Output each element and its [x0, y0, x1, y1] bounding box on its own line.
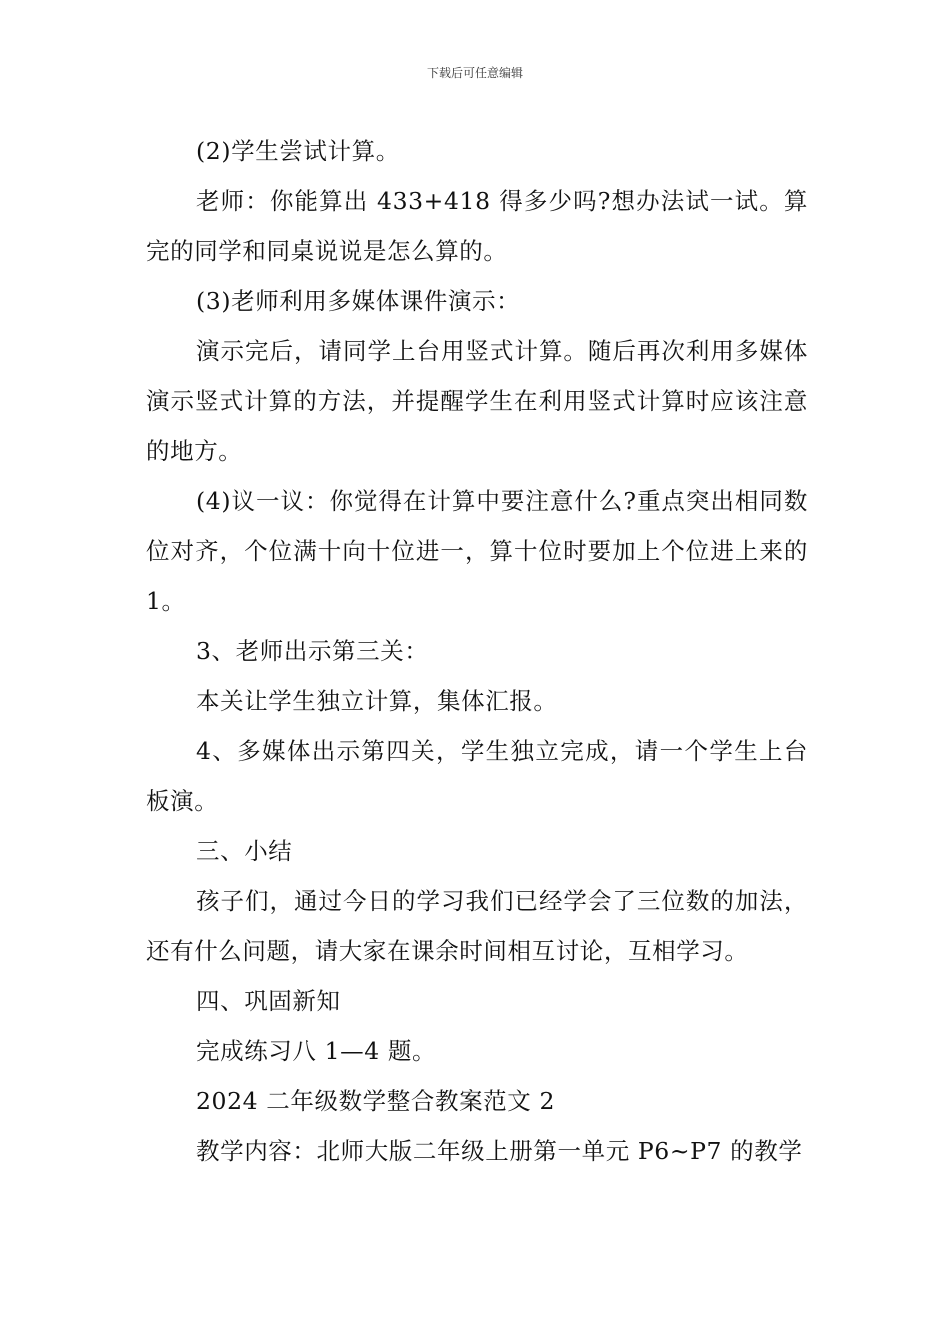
paragraph-3: (3)老师利用多媒体课件演示： [196, 287, 521, 315]
paragraph-12: 完成练习八 1—4 题。 [196, 1037, 437, 1065]
paragraph-7: 本关让学生独立计算，集体汇报。 [196, 687, 558, 715]
paragraph-6: 3、老师出示第三关： [196, 637, 429, 665]
section-heading-summary: 三、小结 [196, 837, 293, 865]
paragraph-1: (2)学生尝试计算。 [196, 137, 400, 165]
paragraph-14: 教学内容：北师大版二年级上册第一单元 P6~P7 的教学 [196, 1137, 803, 1165]
paragraph-5: (4)议一议：你觉得在计算中要注意什么?重点突出相同数位对齐，个位满十向十位进一，算十位时要加上个位进上来的 1。 [146, 487, 808, 615]
paragraph-8: 4、多媒体出示第四关，学生独立完成，请一个学生上台板演。 [146, 737, 808, 815]
section-heading-consolidate: 四、巩固新知 [196, 987, 341, 1015]
document-body [146, 126, 808, 1176]
paragraph-4: 演示完后，请同学上台用竖式计算。随后再次利用多媒体演示竖式计算的方法，并提醒学生在利用竖式计算时应该注意的地方。 [146, 337, 808, 465]
paragraph-10: 孩子们，通过今日的学习我们已经学会了三位数的加法，还有什么问题，请大家在课余时间相互讨论，互相学习。 [146, 887, 808, 965]
page-header: 下载后可任意编辑 [426, 66, 523, 80]
document-title-2: 2024 二年级数学整合教案范文 2 [196, 1087, 555, 1115]
paragraph-2: 老师：你能算出 433+418 得多少吗?想办法试一试。算完的同学和同桌说说是怎么算的。 [146, 187, 808, 265]
